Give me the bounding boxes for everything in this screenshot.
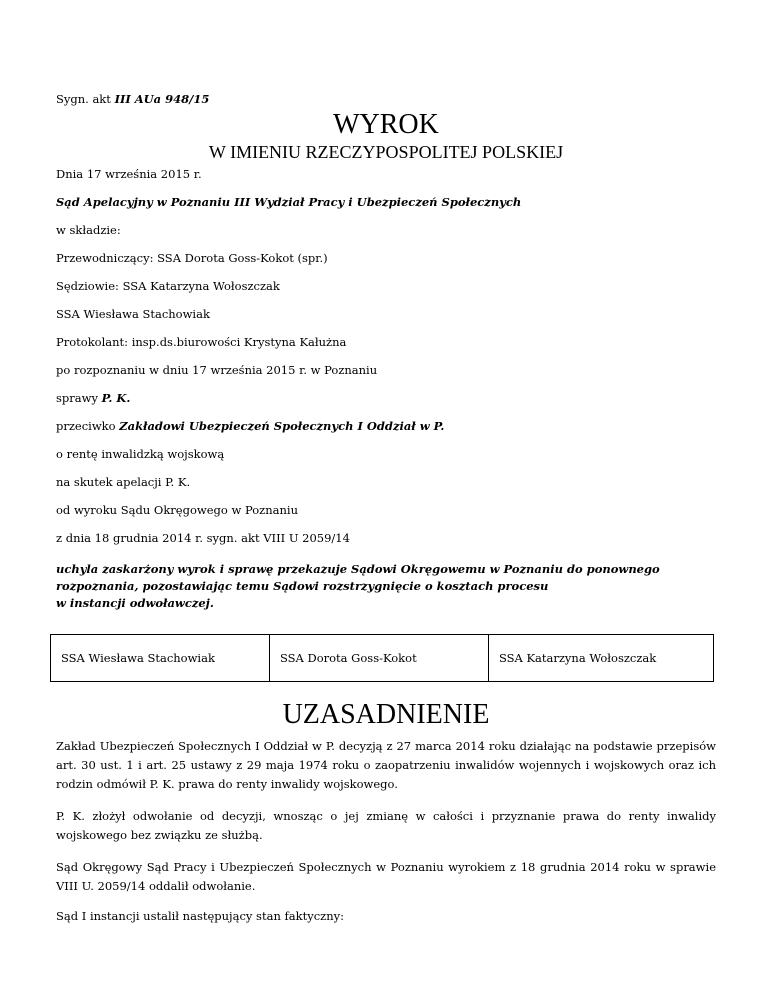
second-judge: SSA Wiesława Stachowiak <box>56 307 210 321</box>
court-clerk: Protokolant: insp.ds.biurowości Krystyna Kałużna <box>56 335 347 349</box>
justification-paragraph: P. K. złożył odwołanie od decyzji, wnosząc o jej zmianę w całości i przyznanie prawa do renty inwalidy wojskowego bez związku ze służbą. <box>56 809 716 842</box>
verdict-line: w instancji odwoławczej. <box>56 596 214 610</box>
presiding-judge: Przewodniczący: SSA Dorota Goss-Kokot (spr.) <box>56 251 328 265</box>
against-line <box>56 419 444 434</box>
against-prefix: przeciwko <box>56 419 120 433</box>
appeal-line: na skutek apelacji P. K. <box>56 475 191 489</box>
lower-court-judgment: od wyroku Sądu Okręgowego w Poznaniu <box>56 503 298 517</box>
case-of-line <box>56 391 130 406</box>
composition-label: w składzie: <box>56 223 121 237</box>
lower-judgment-date: z dnia 18 grudnia 2014 r. sygn. akt VIII U 2059/14 <box>56 531 350 545</box>
justification-paragraph: Sąd Okręgowy Sąd Pracy i Ubezpieczeń Społecznych w Poznaniu wyrokiem z 18 grudnia 2014 roku w sprawie VIII U. 2059/14 oddalił odwołanie. <box>56 860 716 893</box>
hearing-line: po rozpoznaniu w dniu 17 września 2015 r. w Poznaniu <box>56 363 378 377</box>
document-subtitle: W IMIENIU RZECZYPOSPOLITEJ POLSKIEJ <box>208 142 564 162</box>
verdict-text <box>56 561 716 612</box>
signature-cell: SSA Dorota Goss-Kokot <box>269 635 488 682</box>
court-name: Sąd Apelacyjny w Poznaniu III Wydział Pracy i Ubezpieczeń Społecznych <box>56 195 522 209</box>
signatures-table <box>50 634 714 682</box>
signature-cell: SSA Katarzyna Wołoszczak <box>488 635 713 682</box>
defendant-name: Zakładowi Ubezpieczeń Społecznych I Oddział w P. <box>119 419 445 433</box>
justification-paragraph: Zakład Ubezpieczeń Społecznych I Oddział w P. decyzją z 27 marca 2014 roku działając na podstawie przepisów art. 30 ust. 1 i art. 25 ustawy z 29 maja 1974 roku o zaopatrzeniu inwalidów wojennych i wojskowych oraz ich rodzin odmówił P. K. prawa do renty inwalidy wojskowego. <box>56 739 716 791</box>
justification-title: UZASADNIENIE <box>282 699 490 730</box>
plaintiff-name: P. K. <box>101 391 131 405</box>
case-reference <box>56 92 209 107</box>
justification-paragraph: Sąd I instancji ustalił następujący stan faktyczny: <box>56 909 344 923</box>
case-subject: o rentę inwalidzką wojskową <box>56 447 225 461</box>
signatures-row <box>51 635 714 682</box>
judges-line: Sędziowie: SSA Katarzyna Wołoszczak <box>56 279 280 293</box>
judgment-date: Dnia 17 września 2015 r. <box>56 167 202 181</box>
signature-cell: SSA Wiesława Stachowiak <box>51 635 270 682</box>
case-number: III AUa 948/15 <box>114 92 210 106</box>
case-prefix: Sygn. akt <box>56 92 115 106</box>
case-of-prefix: sprawy <box>56 391 102 405</box>
verdict-line: rozpoznania, pozostawiając temu Sądowi rozstrzygnięcie o kosztach procesu <box>56 579 549 593</box>
verdict-line: uchyla zaskarżony wyrok i sprawę przekazuje Sądowi Okręgowemu w Poznaniu do ponownego <box>56 562 660 576</box>
document-title: WYROK <box>333 109 439 140</box>
